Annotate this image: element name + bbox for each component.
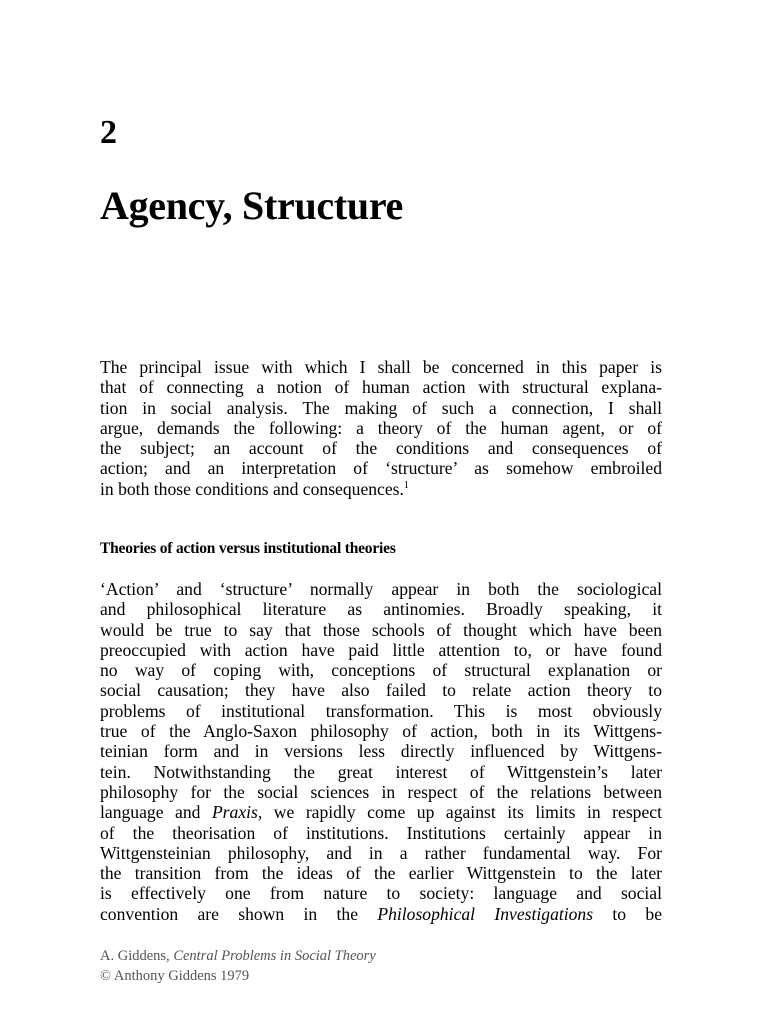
footer-copyright: © Anthony Giddens 1979 — [100, 968, 250, 984]
intro-paragraph — [100, 357, 662, 499]
text-line: of the theorisation of institutions. Institutions certainly appear in — [100, 822, 662, 843]
text-line: that of connecting a notion of human action with structural explana- — [100, 377, 662, 398]
text-line: action; and an interpretation of ‘structure’ as somehow embroiled — [100, 458, 662, 479]
text-line: social causation; they have also failed to relate action theory to — [100, 680, 662, 701]
text-line — [100, 904, 662, 924]
page-footer — [100, 946, 376, 986]
text-line — [100, 479, 662, 499]
body-paragraph — [100, 579, 662, 924]
text-line-content: in both those conditions and consequences. — [100, 478, 404, 499]
text-line: tein. Notwithstanding the great interest of Wittgenstein’s later — [100, 761, 662, 782]
text-line: philosophy for the social sciences in respect of the relations between — [100, 781, 662, 802]
text-line: the subject; an account of the conditions and consequences of — [100, 438, 662, 459]
text-line: Wittgensteinian philosophy, and in a rather fundamental way. For — [100, 842, 662, 863]
text-line: the transition from the ideas of the earlier Wittgenstein to the later — [100, 863, 662, 884]
text-segment: language and — [100, 802, 212, 823]
chapter-title: Agency, Structure — [100, 183, 404, 228]
italic-term: Praxis, — [211, 802, 263, 823]
text-line: teinian form and in versions less directly influenced by Wittgens- — [100, 741, 662, 762]
text-line: The principal issue with which I shall be concerned in this paper is — [100, 357, 662, 377]
text-line: ‘Action’ and ‘structure’ normally appear in both the sociological — [100, 579, 662, 599]
text-segment: to be — [593, 903, 663, 924]
text-line: true of the Anglo-Saxon philosophy of action, both in its Wittgens- — [100, 721, 662, 742]
text-segment: we rapidly come up against its limits in respect — [262, 802, 662, 823]
text-line: would be true to say that those schools of thought which have been — [100, 619, 662, 640]
italic-book-title: Philosophical Investigations — [377, 903, 594, 924]
text-line: tion in social analysis. The making of such a connection, I shall — [100, 397, 662, 418]
section-heading: Theories of action versus institutional theories — [100, 540, 396, 557]
text-line: no way of coping with, conceptions of structural explanation or — [100, 660, 662, 681]
text-line: is effectively one from nature to society: language and social — [100, 883, 662, 904]
text-line: argue, demands the following: a theory of the human agent, or of — [100, 417, 662, 438]
footer-author: A. Giddens, — [100, 948, 174, 964]
text-line — [100, 802, 662, 822]
text-line: preoccupied with action have paid little attention to, or have found — [100, 639, 662, 660]
chapter-number: 2 — [100, 114, 117, 151]
footer-book-title: Central Problems in Social Theory — [173, 948, 376, 964]
text-segment: convention are shown in the — [100, 903, 378, 924]
footer-citation — [100, 946, 376, 966]
footnote-marker[interactable]: 1 — [403, 479, 409, 491]
text-line: and philosophical literature as antinomies. Broadly speaking, it — [100, 599, 662, 620]
text-line: problems of institutional transformation. This is most obviously — [100, 700, 662, 721]
